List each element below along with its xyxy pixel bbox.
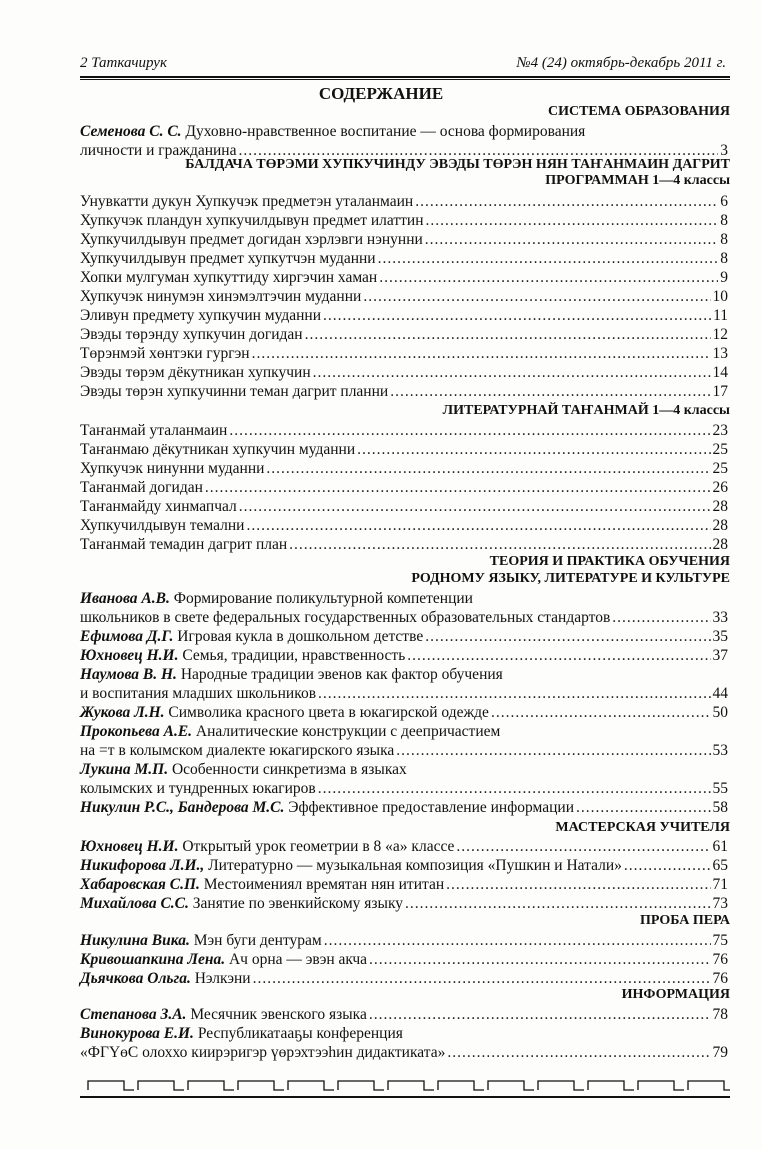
entry-page: 35 xyxy=(712,628,728,645)
section-heading: БАЛДАЧА ТӨРЭМИ ХУПКУЧИНДУ ЭВЭДЫ ТӨРЭН НЯН ТАҤАНМАИН ДАГРИТ xyxy=(185,157,730,172)
leader-dots xyxy=(390,382,710,401)
toc-entry[interactable] xyxy=(80,646,728,665)
leader-dots xyxy=(205,478,711,497)
leader-dots xyxy=(407,646,710,665)
leader-dots xyxy=(425,627,710,646)
entry-page: 13 xyxy=(712,345,728,362)
entry-page: 8 xyxy=(720,212,728,229)
leader-dots xyxy=(396,741,710,760)
toc-entry[interactable] xyxy=(80,1024,728,1062)
leader-dots xyxy=(447,1043,710,1062)
page-title: СОДЕРЖАНИЕ xyxy=(318,84,444,103)
leader-dots xyxy=(426,211,719,230)
entry-head xyxy=(80,798,574,817)
entry-page: 75 xyxy=(712,932,728,949)
toc-entry[interactable] xyxy=(80,894,728,913)
entry-line xyxy=(80,875,728,894)
entry-title-cont: на =т в колымском диалекте юкагирского языка xyxy=(80,742,395,759)
leader-dots xyxy=(266,459,710,478)
section-heading: СИСТЕМА ОБРАЗОВАНИЯ xyxy=(547,104,730,119)
entry-page: 78 xyxy=(712,1006,728,1023)
entry-title: Хопки мулгуман хупкуттиду хиргэчин хаман xyxy=(80,269,378,286)
entry-first-line xyxy=(80,722,728,741)
entry-head xyxy=(80,894,403,913)
toc-entry[interactable] xyxy=(80,306,728,325)
toc-entry[interactable] xyxy=(80,875,728,894)
entry-author: Михайлова С.С. xyxy=(80,895,189,912)
entry-author: Юхновец Н.И. xyxy=(80,838,179,855)
entry-title: Республикатааҕы конференция xyxy=(197,1025,403,1042)
entry-page: 76 xyxy=(712,951,728,968)
entry-line xyxy=(80,837,728,856)
entry-title: Хупкучилдывун предмет хупкутчэн муданни xyxy=(80,250,376,267)
entry-author: Никулина Вика. xyxy=(80,932,190,949)
entry-line xyxy=(80,646,728,665)
leader-dots xyxy=(379,268,718,287)
section-heading: ТЕОРИЯ И ПРАКТИКА ОБУЧЕНИЯ xyxy=(489,554,730,569)
entry-first-line xyxy=(80,665,728,684)
entry-line xyxy=(80,1005,728,1024)
entry-title: Открытый урок геометрии в 8 «а» классе xyxy=(182,838,455,855)
leader-dots xyxy=(415,192,718,211)
entry-title: Особенности синкретизма в языках xyxy=(171,761,407,778)
leader-dots xyxy=(612,608,710,627)
toc-list-literature xyxy=(80,421,728,554)
entry-page: 28 xyxy=(712,517,728,534)
entry-title: Хупкучилдывун темални xyxy=(80,517,245,534)
section-heading: ПРОГРАММАН 1—4 классы xyxy=(545,173,730,188)
entry-page: 28 xyxy=(712,498,728,515)
toc-entry[interactable] xyxy=(80,440,728,459)
entry-title: Формирование поликультурной компетенции xyxy=(173,590,473,607)
toc-entry[interactable] xyxy=(80,798,728,817)
entry-title: Хупкучилдывун предмет догидан хэрлэвги нэнунни xyxy=(80,231,423,248)
leader-dots xyxy=(323,306,711,325)
leader-dots xyxy=(324,931,711,950)
toc-entry[interactable] xyxy=(80,249,728,268)
toc-entry[interactable] xyxy=(80,760,728,798)
entry-page: 61 xyxy=(712,838,728,855)
entry-author: Семенова С. С. xyxy=(80,123,182,140)
leader-dots xyxy=(425,230,718,249)
entry-page: 25 xyxy=(712,441,728,458)
entry-title: Хупкучэк нинумэн хинэмэлтэчин муданни xyxy=(80,288,362,305)
toc-entry[interactable] xyxy=(80,665,728,703)
entry-page: 9 xyxy=(720,269,728,286)
entry-title-cont: и воспитания младших школьников xyxy=(80,685,317,702)
running-header-left: 2 Таткачирук xyxy=(80,55,167,71)
entry-title-cont: школьников в свете федеральных государственных образовательных стандартов xyxy=(80,609,611,626)
entry-author: Кривошапкина Лена. xyxy=(80,951,226,968)
entry-line xyxy=(80,894,728,913)
entry-head xyxy=(80,856,622,875)
leader-dots xyxy=(446,875,710,894)
entry-author: Винокурова Е.И. xyxy=(80,1025,194,1042)
entry-title: Аналитические конструкции с деепричастием xyxy=(195,723,501,740)
entry-title: Эвэды төрэм дёкутникан хупкучин xyxy=(80,364,311,381)
entry-page: 58 xyxy=(712,799,728,816)
entry-head xyxy=(80,931,322,950)
entry-title: Символика красного цвета в юкагирской одежде xyxy=(168,704,489,721)
toc-entry[interactable] xyxy=(80,192,728,211)
leader-dots xyxy=(229,421,710,440)
entry-page: 6 xyxy=(720,193,728,210)
entry-last-line xyxy=(80,779,728,798)
entry-author: Дьячкова Ольга. xyxy=(80,970,191,987)
toc-entry[interactable] xyxy=(80,459,728,478)
entry-title: Хупкучэк нинунни муданни xyxy=(80,460,265,477)
entry-head xyxy=(80,646,405,665)
leader-dots xyxy=(624,856,711,875)
entry-head xyxy=(80,875,444,894)
section-heading: ЛИТЕРАТУРНАЙ ТАҤАНМАЙ 1—4 классы xyxy=(442,403,730,418)
toc-entry[interactable] xyxy=(80,969,728,988)
entry-title: Месячник эвенского языка xyxy=(190,1006,367,1023)
entry-page: 12 xyxy=(712,326,728,343)
entry-author: Хабаровская С.П. xyxy=(80,876,200,893)
entry-author: Степанова З.А. xyxy=(80,1006,187,1023)
toc-entry[interactable] xyxy=(80,931,728,950)
entry-title: Мэн буги дентурам xyxy=(193,932,322,949)
entry-title: Унувкатти дукун Хупкучэк предметэн уталанмаин xyxy=(80,193,414,210)
entry-author: Никулин Р.С., Бандерова М.С. xyxy=(80,799,285,816)
entry-line xyxy=(80,798,728,817)
toc-entry[interactable] xyxy=(80,344,728,363)
entry-title: Таҥанмайду хинмапчал xyxy=(80,498,237,515)
entry-title: Эффективное предоставление информации xyxy=(288,799,574,816)
entry-page: 44 xyxy=(712,685,728,702)
entry-author: Жукова Л.Н. xyxy=(80,704,165,721)
entry-title: Занятие по эвенкийскому языку xyxy=(192,895,404,912)
toc-entry[interactable] xyxy=(80,837,728,856)
entry-head xyxy=(80,950,367,969)
entry-last-line xyxy=(80,608,728,627)
entry-author: Прокопьева А.Е. xyxy=(80,723,193,740)
toc-entry[interactable] xyxy=(80,325,728,344)
running-header-right: №4 (24) октябрь-декабрь 2011 г. xyxy=(516,55,726,71)
toc-entry[interactable] xyxy=(80,1005,728,1024)
entry-title: Төрэнмэй хөнтэки гургэн xyxy=(80,345,250,362)
entry-title: Местоимениял времятан нян ититан xyxy=(203,876,445,893)
toc-entry[interactable] xyxy=(80,856,728,875)
entry-page: 53 xyxy=(712,742,728,759)
entry-title: Хупкучэк пландун хупкучилдывун предмет илаттин xyxy=(80,212,424,229)
entry-line xyxy=(80,969,728,988)
toc-entry[interactable] xyxy=(80,478,728,497)
leader-dots xyxy=(369,1005,711,1024)
entry-title: Ач орна — эвэн акча xyxy=(228,951,368,968)
entry-title: Таҥанмай темадин дагрит план xyxy=(80,536,288,553)
toc-entry[interactable] xyxy=(80,122,728,160)
leader-dots xyxy=(253,969,711,988)
leader-dots xyxy=(378,249,719,268)
toc-entry[interactable] xyxy=(80,627,728,646)
entry-title: Семья, традиции, нравственность xyxy=(182,647,406,664)
leader-dots xyxy=(318,779,711,798)
entry-author: Иванова А.В. xyxy=(80,590,170,607)
entry-line xyxy=(80,950,728,969)
entry-line xyxy=(80,931,728,950)
toc-list-info xyxy=(80,1005,728,1062)
toc-list-master xyxy=(80,837,728,913)
toc-list-program xyxy=(80,192,728,401)
toc-entry[interactable] xyxy=(80,589,728,627)
toc-entry[interactable] xyxy=(80,497,728,516)
footer-ornament xyxy=(80,1078,730,1092)
toc-entry[interactable] xyxy=(80,703,728,722)
toc-entry[interactable] xyxy=(80,516,728,535)
header-rule xyxy=(80,76,730,78)
entry-title: Литературно — музыкальная композиция «Пушкин и Натали» xyxy=(208,857,622,874)
toc-entry[interactable] xyxy=(80,382,728,401)
entry-page: 8 xyxy=(720,250,728,267)
entry-title: Духовно-нравственное воспитание — основа формирования xyxy=(185,123,586,140)
entry-last-line xyxy=(80,1043,728,1062)
leader-dots xyxy=(576,798,711,817)
entry-author: Юхновец Н.И. xyxy=(80,647,179,664)
section-heading: ИНФОРМАЦИЯ xyxy=(621,987,730,1002)
entry-first-line xyxy=(80,1024,728,1043)
leader-dots xyxy=(252,344,711,363)
toc-entry[interactable] xyxy=(80,268,728,287)
entry-page: 25 xyxy=(712,460,728,477)
entry-title: Народные традиции эвенов как фактор обучения xyxy=(180,666,503,683)
entry-head xyxy=(80,627,423,646)
entry-page: 3 xyxy=(720,142,728,159)
leader-dots xyxy=(363,287,710,306)
entry-line xyxy=(80,627,728,646)
entry-title-cont: колымских и тундренных юкагиров xyxy=(80,780,316,797)
toc-entry[interactable] xyxy=(80,950,728,969)
toc-list-proba xyxy=(80,931,728,988)
entry-author: Наумова В. Н. xyxy=(80,666,177,683)
entry-page: 50 xyxy=(712,704,728,721)
entry-page: 17 xyxy=(712,383,728,400)
entry-head xyxy=(80,837,454,856)
entry-page: 26 xyxy=(712,479,728,496)
toc-entry[interactable] xyxy=(80,230,728,249)
leader-dots xyxy=(246,516,710,535)
entry-title-cont: личности и гражданина xyxy=(80,142,237,159)
entry-title: Эливун предмету хупкучин муданни xyxy=(80,307,322,324)
leader-dots xyxy=(305,325,711,344)
entry-author: Лукина М.П. xyxy=(80,761,169,778)
entry-page: 10 xyxy=(712,288,728,305)
leader-dots xyxy=(318,684,710,703)
leader-dots xyxy=(491,703,711,722)
toc-entry[interactable] xyxy=(80,421,728,440)
entry-title: Игровая кукла в дошкольном детстве xyxy=(177,628,424,645)
entry-head xyxy=(80,969,251,988)
entry-page: 37 xyxy=(712,647,728,664)
leader-dots xyxy=(357,440,710,459)
entry-author: Никифорова Л.И., xyxy=(80,857,205,874)
entry-page: 79 xyxy=(712,1044,728,1061)
entry-page: 73 xyxy=(712,895,728,912)
entry-title: Эвэды төрэн хупкучинни теман дагрит планни xyxy=(80,383,389,400)
entry-page: 65 xyxy=(712,857,728,874)
entry-last-line xyxy=(80,684,728,703)
toc-entry[interactable] xyxy=(80,363,728,382)
entry-last-line xyxy=(80,741,728,760)
entry-page: 55 xyxy=(712,780,728,797)
entry-page: 14 xyxy=(712,364,728,381)
footer-rule xyxy=(80,1096,730,1098)
entry-head xyxy=(80,1005,367,1024)
entry-line xyxy=(80,856,728,875)
entry-page: 11 xyxy=(713,307,728,324)
entry-title: Таҥанмаю дёкутникан хупкучин муданни xyxy=(80,441,356,458)
entry-title: Эвэды төрэнду хупкучин догидан xyxy=(80,326,303,343)
entry-page: 71 xyxy=(712,876,728,893)
entry-page: 76 xyxy=(712,970,728,987)
entry-page: 8 xyxy=(720,231,728,248)
entry-page: 33 xyxy=(712,609,728,626)
section-heading: ПРОБА ПЕРА xyxy=(639,913,730,928)
section-heading: МАСТЕРСКАЯ УЧИТЕЛЯ xyxy=(555,820,730,835)
entry-title: Таҥанмай догидан xyxy=(80,479,203,496)
toc-entry[interactable] xyxy=(80,535,728,554)
toc-entry[interactable] xyxy=(80,211,728,230)
entry-title: Нэлкэни xyxy=(194,970,251,987)
toc-entry[interactable] xyxy=(80,722,728,760)
entry-title-cont: «ФГҮөС олоххо киирэригэр үөрэхтээһин дидактиката» xyxy=(80,1044,446,1061)
header-rule-thin xyxy=(80,79,730,80)
entry-page: 28 xyxy=(712,536,728,553)
leader-dots xyxy=(313,363,711,382)
toc-entry[interactable] xyxy=(80,287,728,306)
entry-page: 23 xyxy=(712,422,728,439)
entry-title: Таҥанмай уталанмаин xyxy=(80,422,228,439)
entry-first-line xyxy=(80,589,728,608)
leader-dots xyxy=(405,894,710,913)
toc-list-theory xyxy=(80,589,728,817)
entry-head xyxy=(80,703,489,722)
entry-first-line xyxy=(80,760,728,779)
section-heading: РОДНОМУ ЯЗЫКУ, ЛИТЕРАТУРЕ И КУЛЬТУРЕ xyxy=(411,571,730,586)
entry-author: Ефимова Д.Г. xyxy=(80,628,174,645)
leader-dots xyxy=(289,535,710,554)
leader-dots xyxy=(369,950,710,969)
leader-dots xyxy=(456,837,710,856)
leader-dots xyxy=(239,497,711,516)
entry-line xyxy=(80,703,728,722)
